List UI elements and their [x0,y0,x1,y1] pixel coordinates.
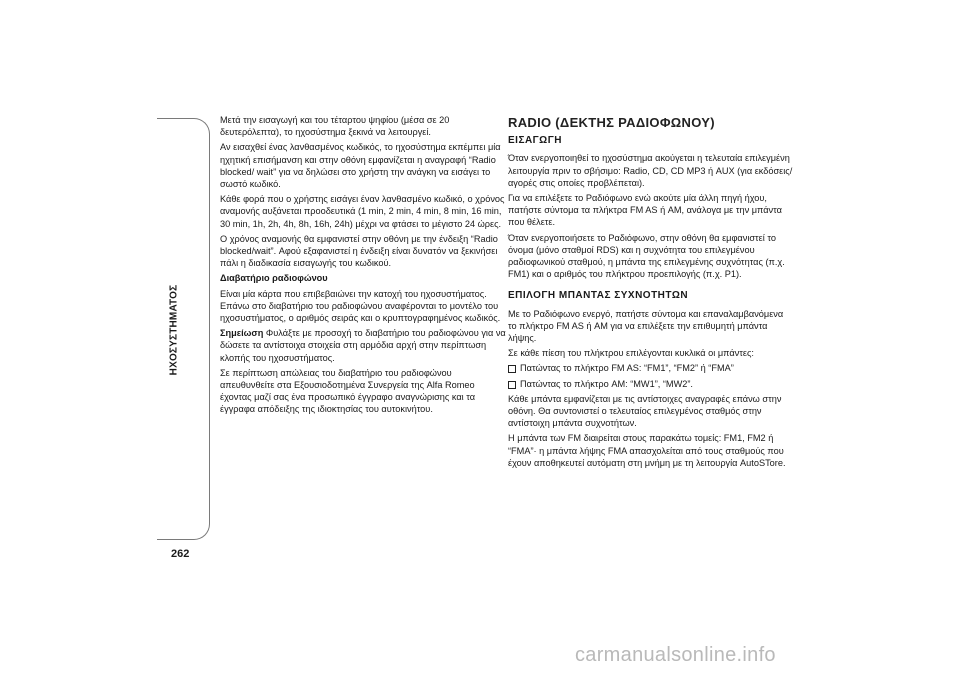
right-column [508,117,794,472]
paragraph: Όταν ενεργοποιήσετε το Ραδιόφωνο, στην οθόνη θα εμφανιστεί το όνομα (μόνο σταθμοί RDS) και η συχνότητα του επιλεγμένου ραδιοφωνικού σταθμού, η μπάντα της επιλεγμένης συχνότητας (π.χ. FM1) και ο αριθμός του πλήκτρου προεπιλογής (π.χ. P1). [508,232,785,280]
paragraph: Μετά την εισαγωγή και του τέταρτου ψηφίου (μέσα σε 20 δευτερόλεπτα), το ηχοσύστημα ξεκινά να λειτουργεί. [220,115,450,138]
section-tab [157,118,210,540]
paragraph: Είναι μία κάρτα που επιβεβαιώνει την κατοχή του ηχοσυστήματος. Επάνω στο διαβατήριο του ραδιοφώνου αναφέρονται το μοντέλο του ηχοσυστήματος, ο αριθμός σειράς και ο κρυπτογραφημένος κωδικός. [220,288,501,324]
radio-passport-subheading: Διαβατήριο ραδιοφώνου [220,273,328,284]
section-title: RADIO (ΔΕΚΤΗΣ ΡΑΔΙΟΦΩΝΟΥ) [508,115,715,130]
paragraph: Όταν ενεργοποιηθεί το ηχοσύστημα ακούγεται η τελευταία επιλεγμένη λειτουργία πριν το σβήσιμο: Radio, CD, CD MP3 ή AUX (για εκδόσεις/αγορές στις οποίες προβλέπεται). [508,153,793,188]
band-selection-heading: ΕΠΙΛΟΓΗ ΜΠΑΝΤΑΣ ΣΥΧΝΟΤΗΤΩΝ [508,290,689,302]
page-number: 262 [171,548,190,560]
note-label: Σημείωση [220,328,264,339]
paragraph: Ο χρόνος αναμονής θα εμφανιστεί στην οθόνη με την ένδειξη “Radio blocked/wait”. Αφού εξαφανιστεί η ένδειξη είναι δυνατόν να ξεκινήσει πάλι η διαδικασία εισαγωγής του κωδικού. [220,233,498,269]
checkbox-bullet-icon [508,365,516,373]
note-paragraph [220,327,506,364]
paragraph: Κάθε φορά που ο χρήστης εισάγει έναν λανθασμένο κωδικό, ο χρόνος αναμονής αυξάνεται προοδευτικά (1 min, 2 min, 4 min, 8 min, 16 min, 30 min, 1h, 2h, 4h, 8h, 16h, 24h) μέχρι να φτάσει το μέγιστο 24 ώρες. [220,194,505,229]
paragraph: Σε κάθε πίεση του πλήκτρου επιλέγονται κυκλικά οι μπάντες: [508,348,754,359]
note-text: Φυλάξτε με προσοχή το διαβατήριο του ραδιοφώνου για να δώσετε τα αντίστοιχα στοιχεία στη αρμόδια αρχή στην περίπτωση κλοπής του ηχοσυστήματος. [220,328,506,363]
list-item [508,378,794,390]
section-label: ΗΧΟΣΥΣΤΗΜΑΤΟΣ [168,284,180,376]
paragraph: Με το Ραδιόφωνο ενεργό, πατήστε σύντομα και επαναλαμβανόμενα το πλήκτρο FM AS ή AM για να επιλέξετε την επιθυμητή μπάντα λήψης. [508,308,784,344]
paragraph: Η μπάντα των FM διαιρείται στους παρακάτω τομείς: FM1, FM2 ή “FMA”· η μπάντα λήψης FMA απασχολείται από τους σταθμούς που έχουν αποθηκευτεί αυτόματη στη μνήμη με τη λειτουργία AutoSTore. [508,433,786,468]
intro-heading: ΕΙΣΑΓΩΓΗ [508,135,562,147]
paragraph: Κάθε μπάντα εμφανίζεται με τις αντίστοιχες αναγραφές επάνω στην οθόνη. Θα συντονιστεί ο τελευταίος επιλεγμένος σταθμός στην αντίστοιχη μπάντα συχνοτήτων. [508,393,782,429]
list-item [508,362,794,374]
paragraph: Για να επιλέξετε το Ραδιόφωνο ενώ ακούτε μία άλλη πηγή ήχου, πατήστε σύντομα τα πλήκτρα FM AS ή AM, ανάλογα με την μπάντα που θέλετε. [508,193,782,228]
paragraph: Αν εισαχθεί ένας λανθασμένος κωδικός, το ηχοσύστημα εκπέμπει μία ηχητική επισήμανση και στην οθόνη εμφανίζεται η αναγραφή “Radio blocked/ wait” για να δηλώσει στο χρήστη την ανάγκη να εισάγει το σωστό κωδικό. [220,142,501,190]
checkbox-bullet-icon [508,381,516,389]
list-item-text: Πατώντας το πλήκτρο AM: “MW1”, “MW2”. [520,378,693,389]
list-item-text: Πατώντας το πλήκτρο FM AS: “FM1”, “FM2” ή “FMA” [520,363,734,374]
paragraph: Σε περίπτωση απώλειας του διαβατήριο του ραδιοφώνου απευθυνθείτε στα Εξουσιοδοτημένα Συνεργεία της Alfa Romeo έχοντας μαζί σας ένα προσωπικό έγγραφο αναγνώρισης και τα έγγραφα απόδειξης της ιδιοκτησίας του αυτοκινήτου. [220,367,476,415]
watermark: carmanualsonline.info [575,644,776,666]
left-column [220,114,506,419]
